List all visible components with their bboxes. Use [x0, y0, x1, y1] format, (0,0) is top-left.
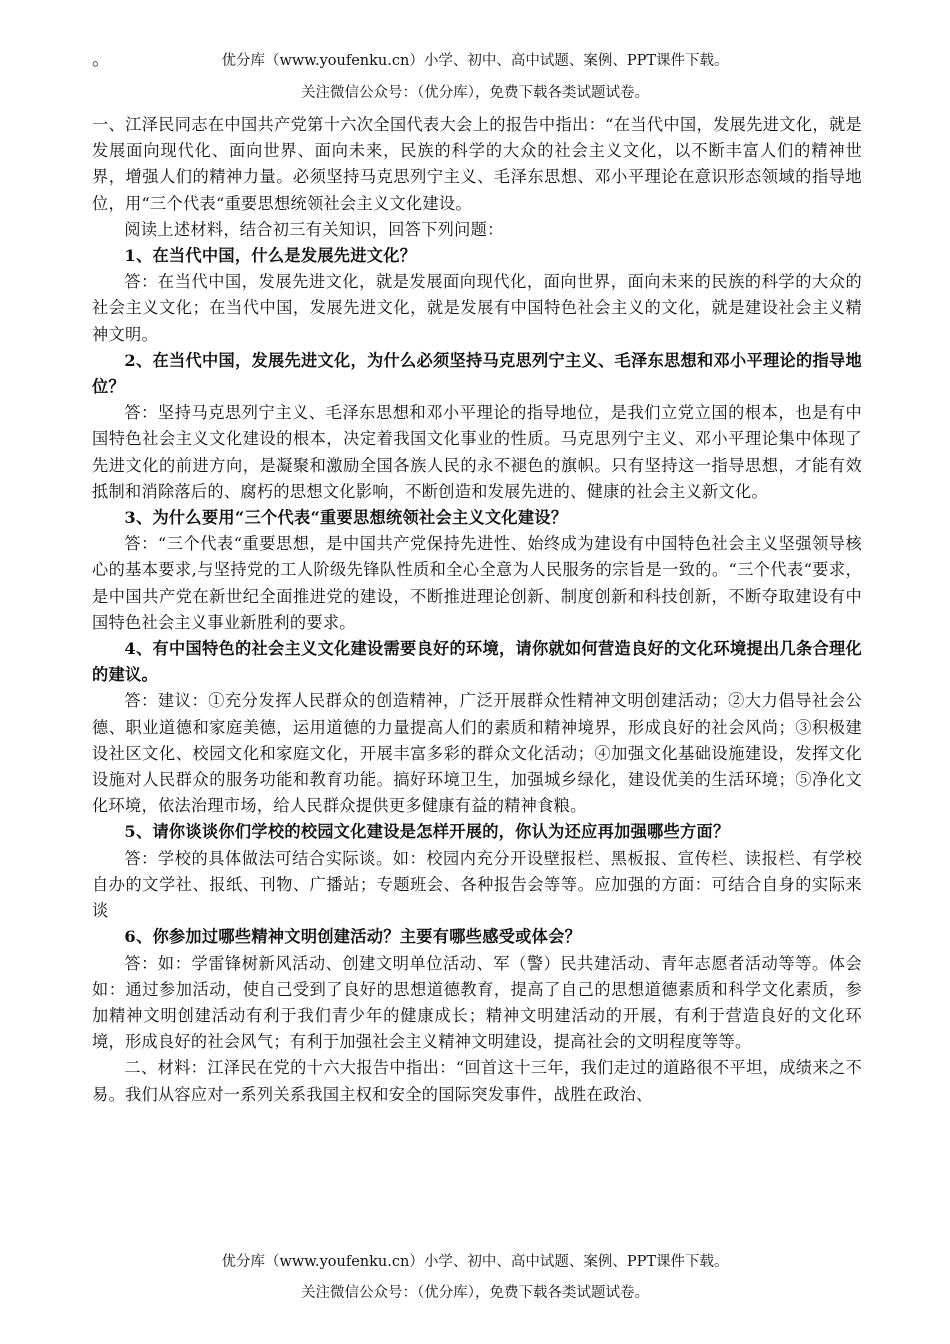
intro-paragraph: 一、江泽民同志在中国共产党第十六次全国代表大会上的报告中指出：“在当代中国，发展先进文化，就是发展面向现代化、面向世界、面向未来，民族的科学的大众的社会主义文化，以不断丰富人们的精神世界，增强人们的精神力量。必须坚持马克思列宁主义、毛泽东思想、邓小平理论在意识形态领域的指导地位，用“三个代表“重要思想统领社会主义文化建设。 [92, 115, 862, 213]
section-2-paragraph: 二、材料：江泽民在党的十六大报告中指出：“回首这十三年，我们走过的道路很不平坦，成绩来之不易。我们从容应对一系列关系我国主权和安全的国际突发事件，战胜在政治、 [92, 1058, 862, 1104]
question-3: 3、为什么要用“三个代表“重要思想统领社会主义文化建设？ [124, 508, 568, 528]
answer-5: 答：学校的具体做法可结合实际谈。如：校园内充分开设壁报栏、黑板报、宣传栏、读报栏、有学校自办的文学社、报纸、刊物、广播站；专题班会、各种报告会等等。应加强的方面：可结合自身的实际来谈 [92, 848, 862, 921]
answer-3: 答：“三个代表“重要思想，是中国共产党保持先进性、始终成为建设有中国特色社会主义坚强领导核心的基本要求,与坚持党的工人阶级先锋队性质和全心全意为人民服务的宗旨是一致的。“三个代表“要求，是中国共产党在新世纪全面推进党的建设，不断推进理论创新、制度创新和科技创新，不断夺取建设有中国特色社会主义事业新胜利的要求。 [92, 534, 862, 632]
answer-6: 答：如：学雷锋树新风活动、创建文明单位活动、军（警）民共建活动、青年志愿者活动等等。体会如：通过参加活动，使自己受到了良好的思想道德教育，提高了自己的思想道德素质和科学文化素质，参加精神文明创建活动有利于我们青少年的健康成长；精神文明建活动的开展，有利于营造良好的文化环境，形成良好的社会风气；有利于加强社会主义精神文明建设，提高社会的文明程度等等。 [92, 953, 862, 1052]
question-2: 2、在当代中国，发展先进文化，为什么必须坚持马克思列宁主义、毛泽东思想和邓小平理论的指导地位？ [92, 350, 862, 397]
instruction: 阅读上述材料，结合初三有关知识，回答下列问题： [124, 219, 504, 239]
answer-2: 答：坚持马克思列宁主义、毛泽东思想和邓小平理论的指导地位，是我们立党立国的根本，也是有中国特色社会主义文化建设的根本，决定着我国文化事业的性质。马克思列宁主义、邓小平理论集中体现了先进文化的前进方向，是凝聚和激励全国各族人民的永不褪色的旗帜。只有坚持这一指导思想，才能有效抵制和消除落后的、腐朽的思想文化影响，不断创造和发展先进的、健康的社会主义新文化。 [92, 403, 862, 501]
answer-4: 答：建议：①充分发挥人民群众的创造精神，广泛开展群众性精神文明创建活动；②大力倡导社会公德、职业道德和家庭美德，运用道德的力量提高人们的素质和精神境界，形成良好的社会风尚；③积极建设社区文化、校园文化和家庭文化，开展丰富多彩的群众文化活动；④加强文化基础设施建设，发挥文化设施对人民群众的服务功能和教育功能。搞好环境卫生，加强城乡绿化，建设优美的生活环境；⑤净化文化环境，依法治理市场，给人民群众提供更多健康有益的精神食粮。 [92, 691, 862, 816]
header-line-2: 关注微信公众号：（优分库），免费下载各类试题试卷。 [301, 85, 649, 101]
footer-line-2: 关注微信公众号：（优分库），免费下载各类试题试卷。 [301, 1285, 649, 1301]
question-6: 6、你参加过哪些精神文明创建活动？主要有哪些感受或体会？ [124, 927, 582, 947]
question-4: 4、有中国特色的社会主义文化建设需要良好的环境，请你就如何营造良好的文化环境提出几条合理化的建议。 [92, 639, 862, 685]
corner-mark: 。 [92, 49, 110, 70]
document-body [92, 112, 862, 1108]
question-5: 5、请你谈谈你们学校的校园文化建设是怎样开展的，你认为还应再加强哪些方面？ [124, 822, 730, 842]
answer-1: 答：在当代中国，发展先进文化，就是发展面向现代化，面向世界，面向未来的民族的科学的大众的社会主义文化；在当代中国，发展先进文化，就是发展有中国特色社会主义的文化，就是建设社会主义精神文明。 [92, 272, 862, 344]
footer-line-1: 优分库（www.youfenku.cn）小学、初中、高中试题、案例、PPT课件下载。 [221, 1254, 729, 1270]
question-1: 1、在当代中国，什么是发展先进文化？ [124, 246, 417, 266]
header-line-1: 优分库（www.youfenku.cn）小学、初中、高中试题、案例、PPT课件下载。 [221, 53, 729, 69]
